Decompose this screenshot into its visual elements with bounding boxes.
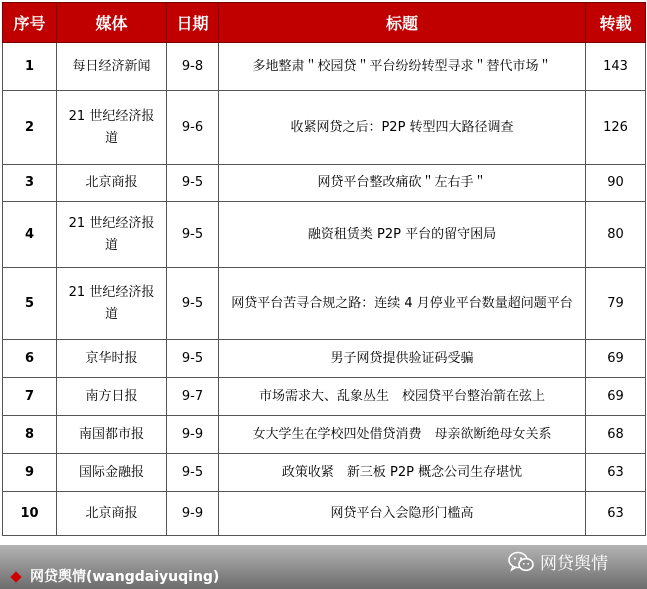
row-media: 北京商报	[57, 492, 167, 536]
row-number: 8	[3, 416, 57, 454]
row-date: 9-5	[167, 165, 219, 202]
wechat-watermark	[508, 549, 608, 574]
table-row	[3, 165, 646, 202]
header-reposts: 转载	[586, 3, 646, 43]
header-number: 序号	[3, 3, 57, 43]
row-title: 政策收紧 新三板 P2P 概念公司生存堪忧	[219, 454, 586, 492]
wechat-label: 网贷舆情	[540, 554, 608, 574]
row-title: 男子网贷提供验证码受骗	[219, 340, 586, 378]
row-reposts: 69	[586, 340, 646, 378]
row-media: 每日经济新闻	[57, 43, 167, 91]
row-title: 网贷平台入会隐形门槛高	[219, 492, 586, 536]
row-title: 融资租赁类 P2P 平台的留守困局	[219, 202, 586, 268]
red-diamond-icon	[10, 571, 21, 582]
row-reposts: 69	[586, 378, 646, 416]
row-number: 10	[3, 492, 57, 536]
footer-banner	[0, 545, 647, 589]
row-number: 7	[3, 378, 57, 416]
row-reposts: 90	[586, 165, 646, 202]
row-date: 9-8	[167, 43, 219, 91]
header-media: 媒体	[57, 3, 167, 43]
wechat-icon	[508, 551, 534, 573]
row-number: 5	[3, 268, 57, 340]
table-row	[3, 340, 646, 378]
table-row	[3, 378, 646, 416]
row-reposts: 63	[586, 492, 646, 536]
row-date: 9-9	[167, 492, 219, 536]
row-title: 女大学生在学校四处借贷消费 母亲欲断绝母女关系	[219, 416, 586, 454]
row-number: 4	[3, 202, 57, 268]
table-row	[3, 91, 646, 165]
header-date: 日期	[167, 3, 219, 43]
table-header-row	[3, 3, 646, 43]
row-date: 9-5	[167, 268, 219, 340]
row-number: 1	[3, 43, 57, 91]
header-title: 标题	[219, 3, 586, 43]
row-number: 9	[3, 454, 57, 492]
row-date: 9-9	[167, 416, 219, 454]
row-title: 网贷平台整改痛砍＂左右手＂	[219, 165, 586, 202]
row-media: 国际金融报	[57, 454, 167, 492]
row-media: 21 世纪经济报道	[57, 91, 167, 165]
row-number: 2	[3, 91, 57, 165]
table-row	[3, 416, 646, 454]
table-row	[3, 202, 646, 268]
row-media: 北京商报	[57, 165, 167, 202]
row-reposts: 63	[586, 454, 646, 492]
row-date: 9-6	[167, 91, 219, 165]
row-media: 南方日报	[57, 378, 167, 416]
row-reposts: 68	[586, 416, 646, 454]
row-reposts: 126	[586, 91, 646, 165]
row-media: 南国都市报	[57, 416, 167, 454]
row-reposts: 143	[586, 43, 646, 91]
row-title: 市场需求大、乱象丛生 校园贷平台整治箭在弦上	[219, 378, 586, 416]
row-date: 9-5	[167, 454, 219, 492]
table-row	[3, 492, 646, 536]
news-ranking-table	[2, 2, 646, 536]
ranking-table-container	[2, 2, 645, 536]
row-date: 9-7	[167, 378, 219, 416]
row-title: 收紧网贷之后：P2P 转型四大路径调查	[219, 91, 586, 165]
row-media: 21 世纪经济报道	[57, 202, 167, 268]
table-row	[3, 268, 646, 340]
row-media: 京华时报	[57, 340, 167, 378]
row-reposts: 79	[586, 268, 646, 340]
row-number: 6	[3, 340, 57, 378]
row-date: 9-5	[167, 340, 219, 378]
footer-brand: 网贷舆情(wangdaiyuqing)	[30, 569, 220, 585]
row-date: 9-5	[167, 202, 219, 268]
row-reposts: 80	[586, 202, 646, 268]
table-row	[3, 43, 646, 91]
row-title: 网贷平台苦寻合规之路：连续 4 月停业平台数量超问题平台	[219, 268, 586, 340]
row-number: 3	[3, 165, 57, 202]
row-media: 21 世纪经济报道	[57, 268, 167, 340]
table-row	[3, 454, 646, 492]
row-title: 多地整肃＂校园贷＂平台纷纷转型寻求＂替代市场＂	[219, 43, 586, 91]
